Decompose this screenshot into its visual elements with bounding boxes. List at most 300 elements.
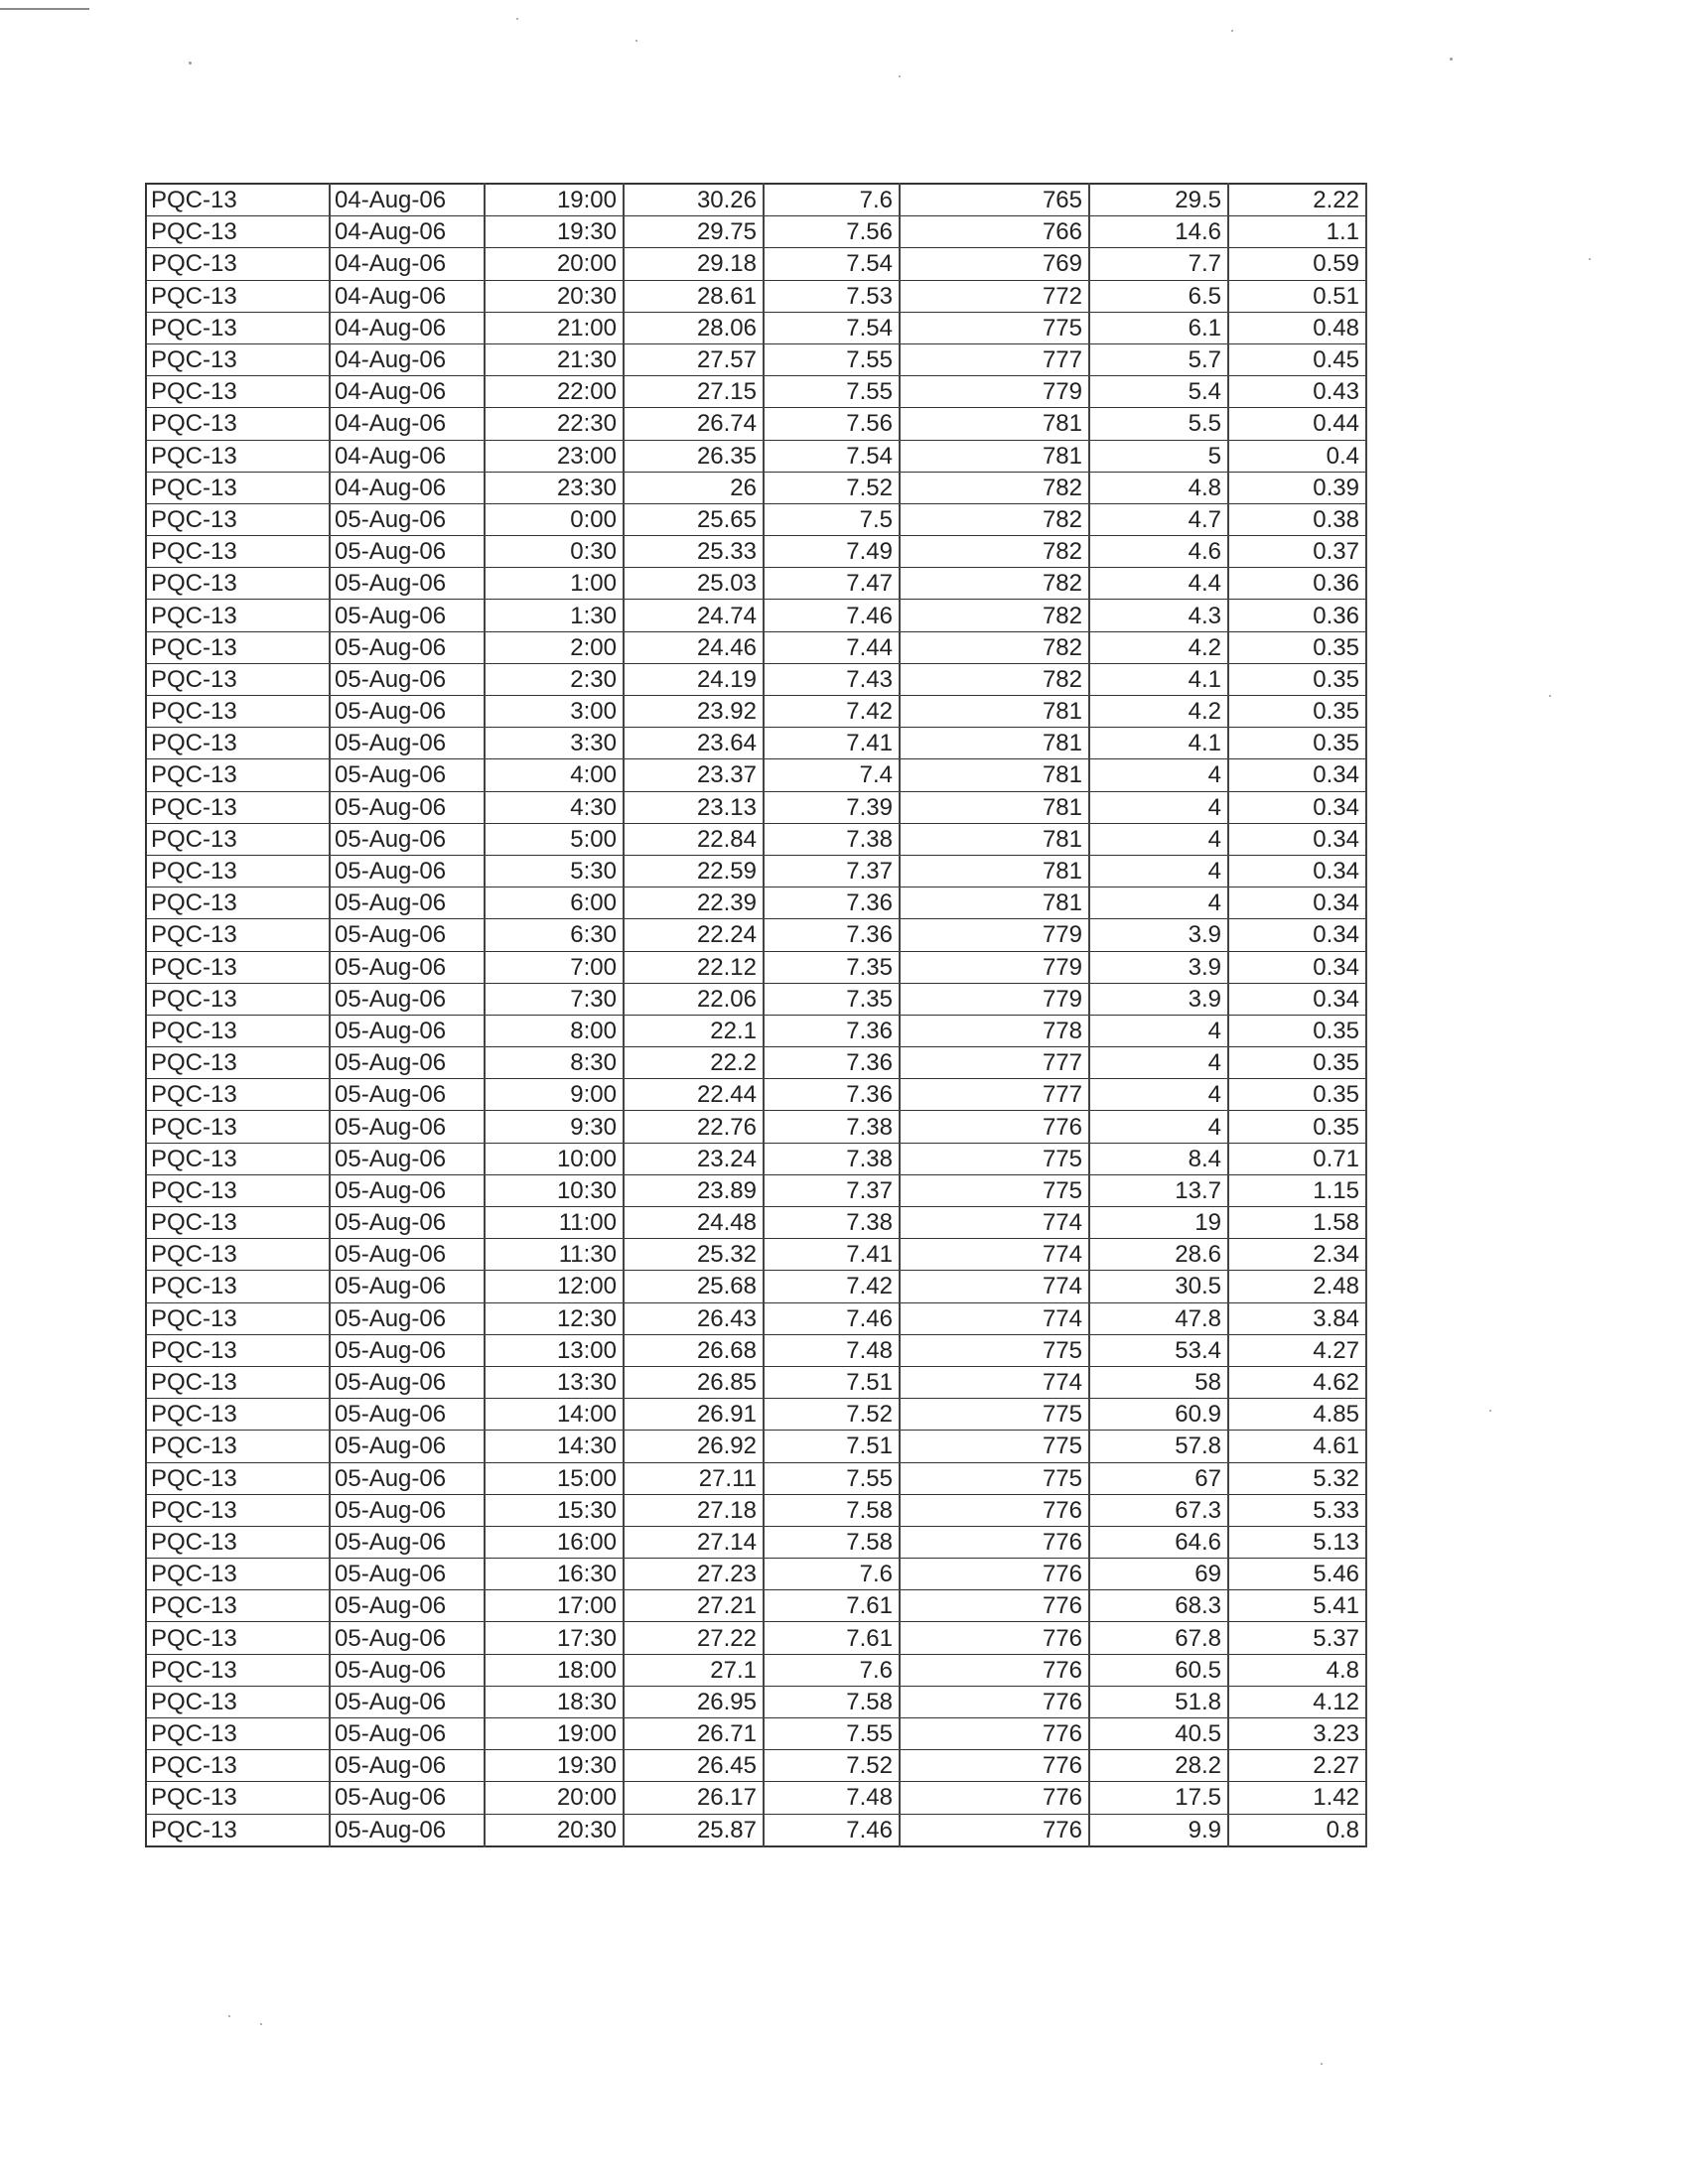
col6-cell: 774 xyxy=(900,1302,1089,1334)
table-row xyxy=(146,631,1366,663)
station-cell: PQC-13 xyxy=(146,1526,330,1558)
col6-cell: 782 xyxy=(900,536,1089,568)
col7-cell: 47.8 xyxy=(1089,1302,1228,1334)
date-cell: 05-Aug-06 xyxy=(330,728,485,759)
table-row xyxy=(146,1526,1366,1558)
date-cell: 04-Aug-06 xyxy=(330,472,485,503)
table-row xyxy=(146,1686,1366,1717)
col8-cell: 2.22 xyxy=(1228,184,1366,216)
col6-cell: 779 xyxy=(900,919,1089,951)
col6-cell: 781 xyxy=(900,696,1089,728)
time-cell: 1:30 xyxy=(485,600,624,631)
table-row xyxy=(146,1814,1366,1846)
col6-cell: 774 xyxy=(900,1239,1089,1271)
time-cell: 15:00 xyxy=(485,1462,624,1494)
col4-cell: 22.06 xyxy=(624,983,764,1015)
col8-cell: 0.37 xyxy=(1228,536,1366,568)
col6-cell: 775 xyxy=(900,312,1089,343)
time-cell: 0:00 xyxy=(485,503,624,535)
time-cell: 19:30 xyxy=(485,1750,624,1782)
col7-cell: 4.1 xyxy=(1089,728,1228,759)
time-cell: 16:30 xyxy=(485,1559,624,1590)
col4-cell: 24.48 xyxy=(624,1207,764,1239)
data-table xyxy=(145,183,1367,1847)
col7-cell: 17.5 xyxy=(1089,1782,1228,1814)
col5-cell: 7.58 xyxy=(764,1526,900,1558)
col8-cell: 0.36 xyxy=(1228,568,1366,600)
col6-cell: 774 xyxy=(900,1366,1089,1398)
col5-cell: 7.56 xyxy=(764,216,900,248)
station-cell: PQC-13 xyxy=(146,1366,330,1398)
col6-cell: 774 xyxy=(900,1271,1089,1302)
col6-cell: 775 xyxy=(900,1174,1089,1206)
col8-cell: 0.51 xyxy=(1228,280,1366,312)
col4-cell: 25.87 xyxy=(624,1814,764,1846)
col4-cell: 22.2 xyxy=(624,1047,764,1079)
col5-cell: 7.56 xyxy=(764,408,900,440)
time-cell: 9:30 xyxy=(485,1111,624,1143)
time-cell: 20:30 xyxy=(485,280,624,312)
col7-cell: 3.9 xyxy=(1089,919,1228,951)
col7-cell: 4.1 xyxy=(1089,663,1228,695)
time-cell: 7:00 xyxy=(485,951,624,983)
col4-cell: 26.85 xyxy=(624,1366,764,1398)
col4-cell: 23.37 xyxy=(624,759,764,791)
col7-cell: 4 xyxy=(1089,759,1228,791)
col8-cell: 0.35 xyxy=(1228,1015,1366,1046)
col8-cell: 0.48 xyxy=(1228,312,1366,343)
station-cell: PQC-13 xyxy=(146,600,330,631)
col6-cell: 782 xyxy=(900,472,1089,503)
col6-cell: 779 xyxy=(900,376,1089,408)
col8-cell: 0.34 xyxy=(1228,759,1366,791)
table-row xyxy=(146,376,1366,408)
col7-cell: 30.5 xyxy=(1089,1271,1228,1302)
col4-cell: 22.84 xyxy=(624,823,764,855)
station-cell: PQC-13 xyxy=(146,1462,330,1494)
time-cell: 13:00 xyxy=(485,1334,624,1366)
time-cell: 16:00 xyxy=(485,1526,624,1558)
col6-cell: 776 xyxy=(900,1526,1089,1558)
col4-cell: 22.39 xyxy=(624,887,764,919)
col6-cell: 775 xyxy=(900,1431,1089,1462)
col6-cell: 782 xyxy=(900,568,1089,600)
col6-cell: 782 xyxy=(900,631,1089,663)
col7-cell: 14.6 xyxy=(1089,216,1228,248)
col7-cell: 60.5 xyxy=(1089,1654,1228,1686)
col8-cell: 0.35 xyxy=(1228,728,1366,759)
col8-cell: 0.4 xyxy=(1228,440,1366,472)
col6-cell: 776 xyxy=(900,1814,1089,1846)
time-cell: 22:30 xyxy=(485,408,624,440)
station-cell: PQC-13 xyxy=(146,1718,330,1750)
table-row xyxy=(146,791,1366,823)
station-cell: PQC-13 xyxy=(146,568,330,600)
date-cell: 05-Aug-06 xyxy=(330,759,485,791)
col8-cell: 0.34 xyxy=(1228,983,1366,1015)
col5-cell: 7.5 xyxy=(764,503,900,535)
col6-cell: 776 xyxy=(900,1559,1089,1590)
station-cell: PQC-13 xyxy=(146,728,330,759)
col6-cell: 766 xyxy=(900,216,1089,248)
date-cell: 05-Aug-06 xyxy=(330,1207,485,1239)
time-cell: 23:30 xyxy=(485,472,624,503)
station-cell: PQC-13 xyxy=(146,631,330,663)
col5-cell: 7.38 xyxy=(764,1143,900,1174)
date-cell: 05-Aug-06 xyxy=(330,1334,485,1366)
table-row xyxy=(146,855,1366,887)
station-cell: PQC-13 xyxy=(146,408,330,440)
col4-cell: 26.91 xyxy=(624,1399,764,1431)
col4-cell: 26.92 xyxy=(624,1431,764,1462)
col6-cell: 778 xyxy=(900,1015,1089,1046)
col5-cell: 7.6 xyxy=(764,1654,900,1686)
table-row xyxy=(146,1207,1366,1239)
col4-cell: 22.24 xyxy=(624,919,764,951)
col6-cell: 782 xyxy=(900,503,1089,535)
col7-cell: 4 xyxy=(1089,1079,1228,1111)
col7-cell: 40.5 xyxy=(1089,1718,1228,1750)
station-cell: PQC-13 xyxy=(146,216,330,248)
col4-cell: 26.35 xyxy=(624,440,764,472)
table-row xyxy=(146,728,1366,759)
date-cell: 05-Aug-06 xyxy=(330,1239,485,1271)
col4-cell: 25.32 xyxy=(624,1239,764,1271)
col8-cell: 5.33 xyxy=(1228,1494,1366,1526)
col5-cell: 7.61 xyxy=(764,1590,900,1622)
col8-cell: 0.38 xyxy=(1228,503,1366,535)
col7-cell: 3.9 xyxy=(1089,951,1228,983)
col6-cell: 776 xyxy=(900,1782,1089,1814)
table-row xyxy=(146,1366,1366,1398)
col6-cell: 781 xyxy=(900,440,1089,472)
col5-cell: 7.46 xyxy=(764,600,900,631)
time-cell: 22:00 xyxy=(485,376,624,408)
col4-cell: 29.18 xyxy=(624,248,764,280)
time-cell: 20:00 xyxy=(485,1782,624,1814)
station-cell: PQC-13 xyxy=(146,1686,330,1717)
date-cell: 05-Aug-06 xyxy=(330,1015,485,1046)
station-cell: PQC-13 xyxy=(146,663,330,695)
date-cell: 05-Aug-06 xyxy=(330,1111,485,1143)
col5-cell: 7.36 xyxy=(764,1015,900,1046)
col5-cell: 7.39 xyxy=(764,791,900,823)
station-cell: PQC-13 xyxy=(146,248,330,280)
col7-cell: 5 xyxy=(1089,440,1228,472)
col5-cell: 7.4 xyxy=(764,759,900,791)
table-row xyxy=(146,696,1366,728)
col7-cell: 4 xyxy=(1089,1111,1228,1143)
col6-cell: 776 xyxy=(900,1622,1089,1654)
table-row xyxy=(146,1462,1366,1494)
station-cell: PQC-13 xyxy=(146,503,330,535)
col5-cell: 7.61 xyxy=(764,1622,900,1654)
col7-cell: 67.8 xyxy=(1089,1622,1228,1654)
date-cell: 04-Aug-06 xyxy=(330,216,485,248)
table-row xyxy=(146,1143,1366,1174)
col4-cell: 27.11 xyxy=(624,1462,764,1494)
station-cell: PQC-13 xyxy=(146,536,330,568)
col7-cell: 51.8 xyxy=(1089,1686,1228,1717)
col6-cell: 776 xyxy=(900,1718,1089,1750)
date-cell: 05-Aug-06 xyxy=(330,568,485,600)
date-cell: 04-Aug-06 xyxy=(330,408,485,440)
time-cell: 4:00 xyxy=(485,759,624,791)
col8-cell: 3.23 xyxy=(1228,1718,1366,1750)
table-row xyxy=(146,248,1366,280)
date-cell: 05-Aug-06 xyxy=(330,600,485,631)
col4-cell: 27.57 xyxy=(624,343,764,375)
table-row xyxy=(146,1399,1366,1431)
col4-cell: 23.92 xyxy=(624,696,764,728)
col4-cell: 26.43 xyxy=(624,1302,764,1334)
col8-cell: 0.71 xyxy=(1228,1143,1366,1174)
table-row xyxy=(146,312,1366,343)
col8-cell: 5.13 xyxy=(1228,1526,1366,1558)
station-cell: PQC-13 xyxy=(146,376,330,408)
table-row xyxy=(146,1750,1366,1782)
col7-cell: 6.1 xyxy=(1089,312,1228,343)
date-cell: 05-Aug-06 xyxy=(330,1366,485,1398)
col4-cell: 25.65 xyxy=(624,503,764,535)
col8-cell: 5.46 xyxy=(1228,1559,1366,1590)
col8-cell: 5.37 xyxy=(1228,1622,1366,1654)
col6-cell: 775 xyxy=(900,1462,1089,1494)
station-cell: PQC-13 xyxy=(146,887,330,919)
col8-cell: 4.8 xyxy=(1228,1654,1366,1686)
col4-cell: 24.74 xyxy=(624,600,764,631)
table-row xyxy=(146,600,1366,631)
col6-cell: 765 xyxy=(900,184,1089,216)
col8-cell: 0.35 xyxy=(1228,696,1366,728)
time-cell: 2:30 xyxy=(485,663,624,695)
col4-cell: 22.59 xyxy=(624,855,764,887)
station-cell: PQC-13 xyxy=(146,1431,330,1462)
col6-cell: 781 xyxy=(900,823,1089,855)
col6-cell: 776 xyxy=(900,1654,1089,1686)
time-cell: 21:30 xyxy=(485,343,624,375)
date-cell: 05-Aug-06 xyxy=(330,1431,485,1462)
date-cell: 05-Aug-06 xyxy=(330,1526,485,1558)
col5-cell: 7.46 xyxy=(764,1814,900,1846)
station-cell: PQC-13 xyxy=(146,1654,330,1686)
col7-cell: 4.2 xyxy=(1089,631,1228,663)
station-cell: PQC-13 xyxy=(146,696,330,728)
date-cell: 05-Aug-06 xyxy=(330,791,485,823)
col7-cell: 4.7 xyxy=(1089,503,1228,535)
col5-cell: 7.46 xyxy=(764,1302,900,1334)
col4-cell: 23.24 xyxy=(624,1143,764,1174)
scan-mark xyxy=(0,8,89,10)
station-cell: PQC-13 xyxy=(146,343,330,375)
date-cell: 05-Aug-06 xyxy=(330,1079,485,1111)
time-cell: 21:00 xyxy=(485,312,624,343)
col7-cell: 60.9 xyxy=(1089,1399,1228,1431)
date-cell: 05-Aug-06 xyxy=(330,1622,485,1654)
station-cell: PQC-13 xyxy=(146,184,330,216)
col4-cell: 25.68 xyxy=(624,1271,764,1302)
col4-cell: 25.03 xyxy=(624,568,764,600)
date-cell: 05-Aug-06 xyxy=(330,663,485,695)
col5-cell: 7.41 xyxy=(764,1239,900,1271)
col8-cell: 0.8 xyxy=(1228,1814,1366,1846)
col7-cell: 4.3 xyxy=(1089,600,1228,631)
col5-cell: 7.38 xyxy=(764,1111,900,1143)
col8-cell: 0.34 xyxy=(1228,855,1366,887)
col4-cell: 28.06 xyxy=(624,312,764,343)
station-cell: PQC-13 xyxy=(146,1590,330,1622)
date-cell: 05-Aug-06 xyxy=(330,1143,485,1174)
time-cell: 14:30 xyxy=(485,1431,624,1462)
table-row xyxy=(146,1494,1366,1526)
time-cell: 6:00 xyxy=(485,887,624,919)
col4-cell: 27.22 xyxy=(624,1622,764,1654)
col8-cell: 1.1 xyxy=(1228,216,1366,248)
table-row xyxy=(146,536,1366,568)
date-cell: 05-Aug-06 xyxy=(330,1814,485,1846)
table-row xyxy=(146,663,1366,695)
time-cell: 12:30 xyxy=(485,1302,624,1334)
date-cell: 05-Aug-06 xyxy=(330,951,485,983)
col5-cell: 7.36 xyxy=(764,1047,900,1079)
time-cell: 18:00 xyxy=(485,1654,624,1686)
col8-cell: 5.32 xyxy=(1228,1462,1366,1494)
date-cell: 05-Aug-06 xyxy=(330,1047,485,1079)
station-cell: PQC-13 xyxy=(146,791,330,823)
station-cell: PQC-13 xyxy=(146,1271,330,1302)
station-cell: PQC-13 xyxy=(146,1302,330,1334)
col6-cell: 772 xyxy=(900,280,1089,312)
col7-cell: 67.3 xyxy=(1089,1494,1228,1526)
station-cell: PQC-13 xyxy=(146,759,330,791)
date-cell: 05-Aug-06 xyxy=(330,1399,485,1431)
time-cell: 2:00 xyxy=(485,631,624,663)
col5-cell: 7.48 xyxy=(764,1334,900,1366)
station-cell: PQC-13 xyxy=(146,1814,330,1846)
time-cell: 23:00 xyxy=(485,440,624,472)
col6-cell: 776 xyxy=(900,1750,1089,1782)
time-cell: 17:00 xyxy=(485,1590,624,1622)
date-cell: 04-Aug-06 xyxy=(330,184,485,216)
time-cell: 3:30 xyxy=(485,728,624,759)
col4-cell: 22.1 xyxy=(624,1015,764,1046)
col8-cell: 1.42 xyxy=(1228,1782,1366,1814)
table-row xyxy=(146,1559,1366,1590)
table-row xyxy=(146,983,1366,1015)
col7-cell: 53.4 xyxy=(1089,1334,1228,1366)
col8-cell: 4.61 xyxy=(1228,1431,1366,1462)
table-row xyxy=(146,1302,1366,1334)
col5-cell: 7.53 xyxy=(764,280,900,312)
col7-cell: 4 xyxy=(1089,791,1228,823)
col5-cell: 7.36 xyxy=(764,887,900,919)
col7-cell: 29.5 xyxy=(1089,184,1228,216)
col7-cell: 5.4 xyxy=(1089,376,1228,408)
col5-cell: 7.35 xyxy=(764,983,900,1015)
station-cell: PQC-13 xyxy=(146,1207,330,1239)
col4-cell: 26.45 xyxy=(624,1750,764,1782)
col4-cell: 22.76 xyxy=(624,1111,764,1143)
date-cell: 04-Aug-06 xyxy=(330,280,485,312)
col6-cell: 776 xyxy=(900,1590,1089,1622)
table-row xyxy=(146,1271,1366,1302)
col5-cell: 7.37 xyxy=(764,1174,900,1206)
time-cell: 12:00 xyxy=(485,1271,624,1302)
station-cell: PQC-13 xyxy=(146,951,330,983)
col4-cell: 22.44 xyxy=(624,1079,764,1111)
col7-cell: 4.8 xyxy=(1089,472,1228,503)
time-cell: 1:00 xyxy=(485,568,624,600)
col6-cell: 781 xyxy=(900,728,1089,759)
time-cell: 19:30 xyxy=(485,216,624,248)
col5-cell: 7.42 xyxy=(764,696,900,728)
time-cell: 8:00 xyxy=(485,1015,624,1046)
col5-cell: 7.49 xyxy=(764,536,900,568)
col8-cell: 4.85 xyxy=(1228,1399,1366,1431)
col5-cell: 7.38 xyxy=(764,823,900,855)
station-cell: PQC-13 xyxy=(146,440,330,472)
time-cell: 5:00 xyxy=(485,823,624,855)
col7-cell: 19 xyxy=(1089,1207,1228,1239)
col7-cell: 6.5 xyxy=(1089,280,1228,312)
col8-cell: 2.48 xyxy=(1228,1271,1366,1302)
station-cell: PQC-13 xyxy=(146,983,330,1015)
table-row xyxy=(146,440,1366,472)
col4-cell: 25.33 xyxy=(624,536,764,568)
col4-cell: 26.95 xyxy=(624,1686,764,1717)
col5-cell: 7.54 xyxy=(764,248,900,280)
col6-cell: 775 xyxy=(900,1399,1089,1431)
station-cell: PQC-13 xyxy=(146,1334,330,1366)
col6-cell: 782 xyxy=(900,600,1089,631)
col8-cell: 0.34 xyxy=(1228,791,1366,823)
col8-cell: 0.35 xyxy=(1228,631,1366,663)
date-cell: 05-Aug-06 xyxy=(330,1590,485,1622)
col8-cell: 4.12 xyxy=(1228,1686,1366,1717)
time-cell: 18:30 xyxy=(485,1686,624,1717)
date-cell: 05-Aug-06 xyxy=(330,1271,485,1302)
col5-cell: 7.37 xyxy=(764,855,900,887)
date-cell: 05-Aug-06 xyxy=(330,887,485,919)
col8-cell: 0.34 xyxy=(1228,951,1366,983)
table-row xyxy=(146,216,1366,248)
col8-cell: 0.35 xyxy=(1228,663,1366,695)
col4-cell: 23.13 xyxy=(624,791,764,823)
col7-cell: 4 xyxy=(1089,887,1228,919)
station-cell: PQC-13 xyxy=(146,1015,330,1046)
table-row xyxy=(146,823,1366,855)
col8-cell: 1.58 xyxy=(1228,1207,1366,1239)
time-cell: 11:00 xyxy=(485,1207,624,1239)
table-row xyxy=(146,1015,1366,1046)
table-row xyxy=(146,184,1366,216)
col7-cell: 7.7 xyxy=(1089,248,1228,280)
col4-cell: 26.17 xyxy=(624,1782,764,1814)
table-row xyxy=(146,887,1366,919)
col5-cell: 7.52 xyxy=(764,472,900,503)
time-cell: 6:30 xyxy=(485,919,624,951)
col8-cell: 4.27 xyxy=(1228,1334,1366,1366)
date-cell: 05-Aug-06 xyxy=(330,1686,485,1717)
station-cell: PQC-13 xyxy=(146,1559,330,1590)
date-cell: 05-Aug-06 xyxy=(330,1559,485,1590)
time-cell: 13:30 xyxy=(485,1366,624,1398)
station-cell: PQC-13 xyxy=(146,472,330,503)
col6-cell: 769 xyxy=(900,248,1089,280)
col8-cell: 2.34 xyxy=(1228,1239,1366,1271)
station-cell: PQC-13 xyxy=(146,1047,330,1079)
col6-cell: 781 xyxy=(900,408,1089,440)
